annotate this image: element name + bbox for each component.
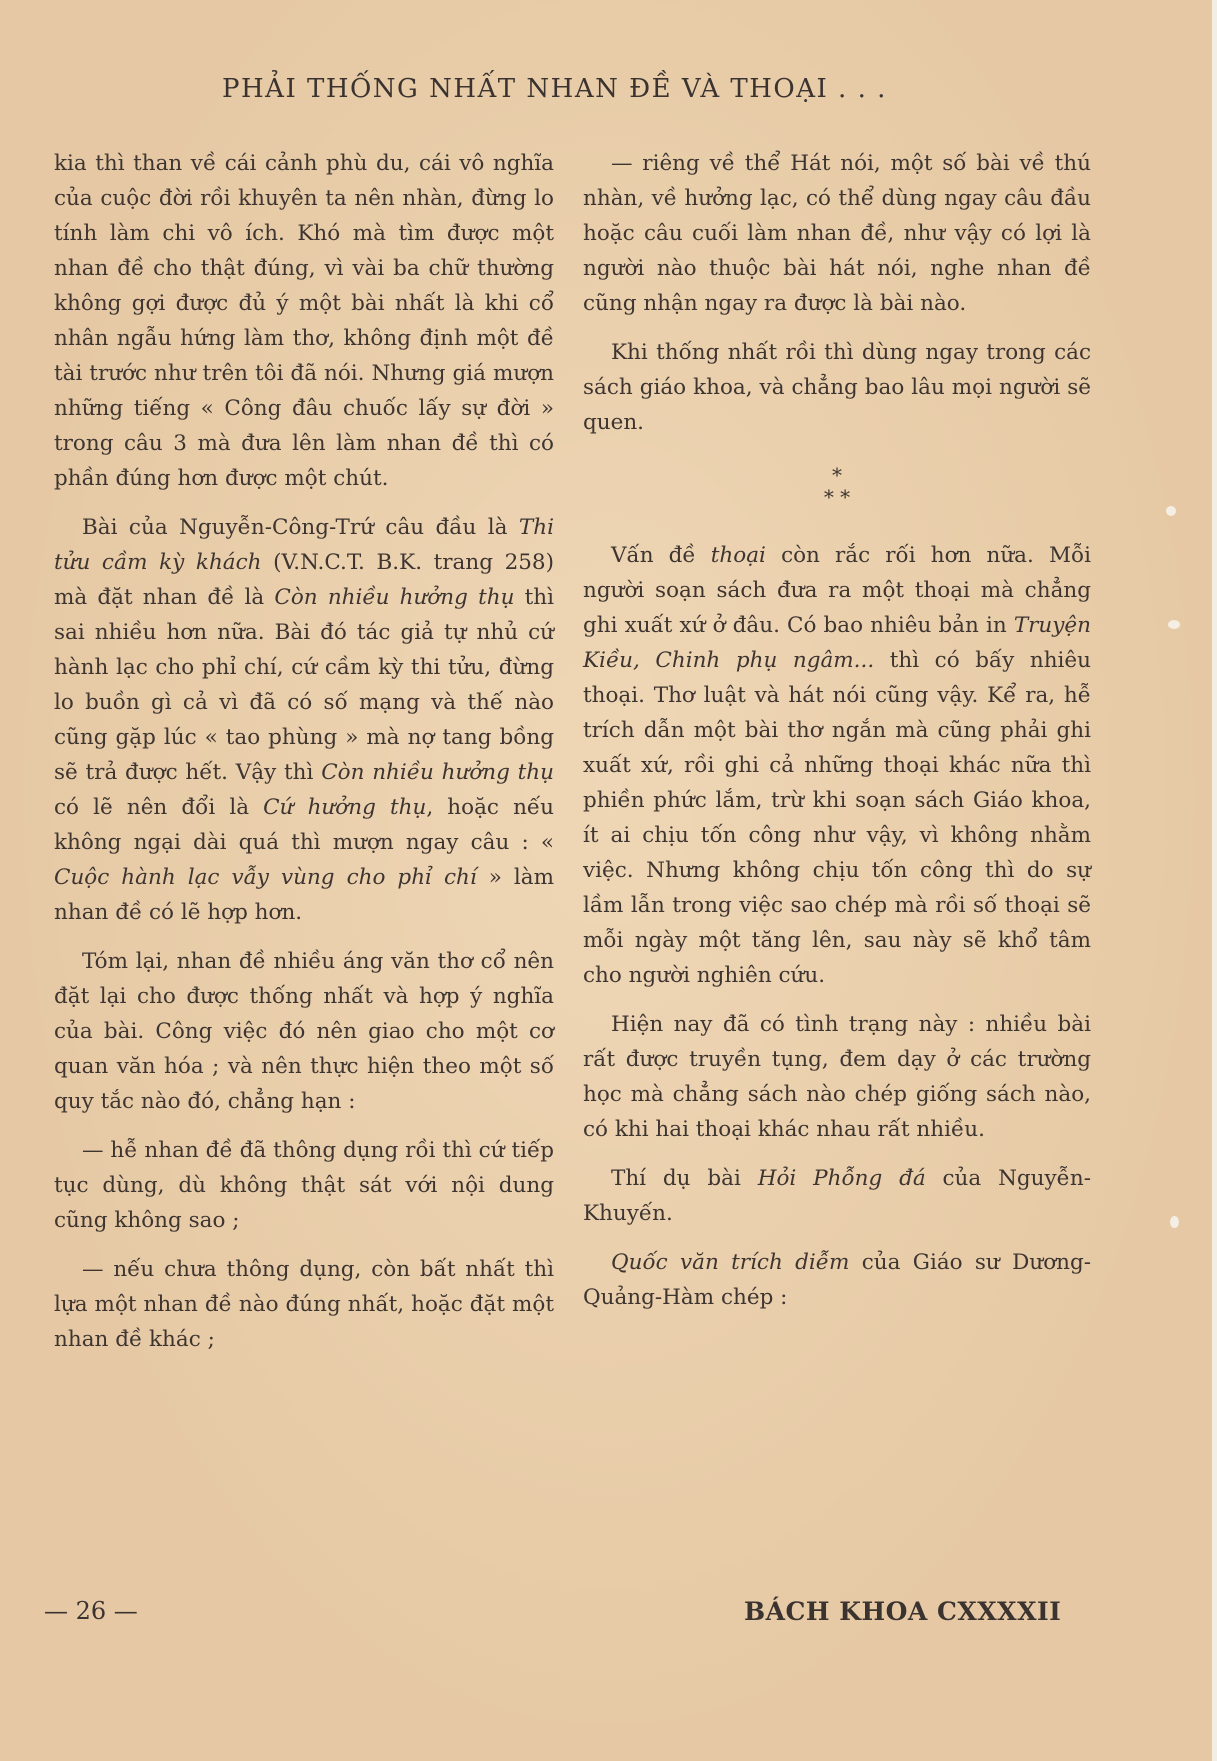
paragraph: — hễ nhan đề đã thông dụng rồi thì cứ tiếp tục dùng, dù không thật sát với nội dung cũng không sao ; xyxy=(54,1138,554,1233)
text-run: Thí dụ bài xyxy=(611,1166,758,1191)
paragraph xyxy=(583,1245,1091,1315)
italic-term: thoại xyxy=(710,543,766,568)
paragraph: Hiện nay đã có tình trạng này : nhiều bài rất được truyền tụng, đem dạy ở các trường học mà chẳng sách nào chép giống sách nào, có khi hai thoại khác nhau rất nhiều. xyxy=(583,1012,1091,1142)
running-header: PHẢI THỐNG NHẤT NHAN ĐỀ VÀ THOẠI . . . xyxy=(222,74,887,104)
paragraph: Tóm lại, nhan đề nhiều áng văn thơ cổ nên đặt lại cho được thống nhất và hợp ý nghĩa của bài. Công việc đó nên giao cho một cơ quan văn hóa ; và nên thực hiện theo một số quy tắc nào đó, chẳng hạn : xyxy=(54,949,554,1114)
text-run: thì sai nhiều hơn nữa. Bài đó tác giả tự nhủ cứ hành lạc cho phỉ chí, cứ cầm kỳ thi tửu, đừng lo buồn gì cả vì đã có số mạng và thế nào cũng gặp lúc « tao phùng » mà nợ tang bồng sẽ trả được hết. Vậy thì xyxy=(54,585,554,785)
paragraph: Khi thống nhất rồi thì dùng ngay trong các sách giáo khoa, và chẳng bao lâu mọi người sẽ quen. xyxy=(583,340,1091,435)
right-column xyxy=(583,146,1091,1329)
paragraph xyxy=(54,510,554,930)
section-separator xyxy=(583,464,1091,508)
text-run: thì có bấy nhiêu thoại. Thơ luật và hát nói cũng vậy. Kể ra, hễ trích dẫn một bài thơ ngắn mà cũng phải ghi xuất xứ, rồi ghi cả những thoại khác nữa thì phiền phức lắm, trừ khi soạn sách Giáo khoa, ít ai chịu tốn công như vậy, vì không nhằm việc. Nhưng không chịu tốn công thì do sự lầm lẫn trong việc sao chép mà rồi số thoại sẽ mỗi ngày một tăng lên, sau này sẽ khổ tâm cho người nghiên cứu. xyxy=(583,648,1091,988)
italic-title: Còn nhiều hưởng thụ xyxy=(321,760,554,785)
paragraph xyxy=(583,538,1091,993)
text-run: (V.N.C.T. B.K. trang 258) mà đặt nhan đề là xyxy=(54,550,554,610)
asterism: * * * xyxy=(823,463,851,509)
italic-title: Còn nhiều hưởng thụ xyxy=(274,585,515,610)
italic-quote: Cuộc hành lạc vẫy vùng cho phỉ chí xyxy=(54,865,477,890)
text-run: Bài của Nguyễn-Công-Trứ câu đầu là xyxy=(82,515,519,540)
text-run: của Nguyễn-Khuyến. xyxy=(583,1166,1091,1226)
page-number: — 26 — xyxy=(44,1597,138,1625)
italic-title: Hỏi Phỗng đá xyxy=(757,1166,926,1191)
paragraph: — riêng về thể Hát nói, một số bài về thú nhàn, về hưởng lạc, có thể dùng ngay câu đầu hoặc câu cuối làm nhan đề, như vậy có lợi là người nào thuộc bài hát nói, nghe nhan đề cũng nhận ngay ra được là bài nào. xyxy=(583,151,1091,316)
paper-blemish xyxy=(1166,506,1176,516)
text-run: Vấn đề xyxy=(611,543,711,568)
paragraph xyxy=(583,1161,1091,1231)
left-column xyxy=(54,146,554,1371)
paper-blemish xyxy=(1170,1216,1179,1228)
text-run: » làm nhan đề có lẽ hợp hơn. xyxy=(54,865,555,925)
italic-title: Cứ hưởng thụ xyxy=(263,795,427,820)
text-run: của Giáo sư Dương-Quảng-Hàm chép : xyxy=(583,1250,1092,1310)
text-run: còn rắc rối hơn nữa. Mỗi người soạn sách đưa ra một thoại mà chẳng ghi xuất xứ ở đâu. Có bao nhiêu bản in xyxy=(583,543,1091,638)
paper-blemish xyxy=(1168,620,1180,629)
journal-name: BÁCH KHOA CXXXXII xyxy=(744,1597,1062,1626)
page-edge xyxy=(1212,0,1217,1761)
text-run: , hoặc nếu không ngại dài quá thì mượn ngay câu : « xyxy=(54,795,554,855)
italic-title: Thi tửu cầm kỳ khách xyxy=(54,515,554,575)
text-run: có lẽ nên đổi là xyxy=(54,795,264,820)
paragraph: — nếu chưa thông dụng, còn bất nhất thì lựa một nhan đề nào đúng nhất, hoặc đặt một nhan đề khác ; xyxy=(54,1257,554,1352)
italic-title: Truyện Kiều, Chinh phụ ngâm... xyxy=(583,613,1091,673)
italic-title: Quốc văn trích diễm xyxy=(611,1250,850,1275)
paragraph: kia thì than về cái cảnh phù du, cái vô nghĩa của cuộc đời rồi khuyên ta nên nhàn, đừng lo tính làm chi vô ích. Khó mà tìm được một nhan đề cho thật đúng, vì vài ba chữ thường không gợi được đủ ý một bài nhất là khi cổ nhân ngẫu hứng làm thơ, không định một đề tài trước như trên tôi đã nói. Nhưng giá mượn những tiếng « Công đâu chuốc lấy sự đời » trong câu 3 mà đưa lên làm nhan đề thì có phần đúng hơn được một chút. xyxy=(54,151,554,491)
